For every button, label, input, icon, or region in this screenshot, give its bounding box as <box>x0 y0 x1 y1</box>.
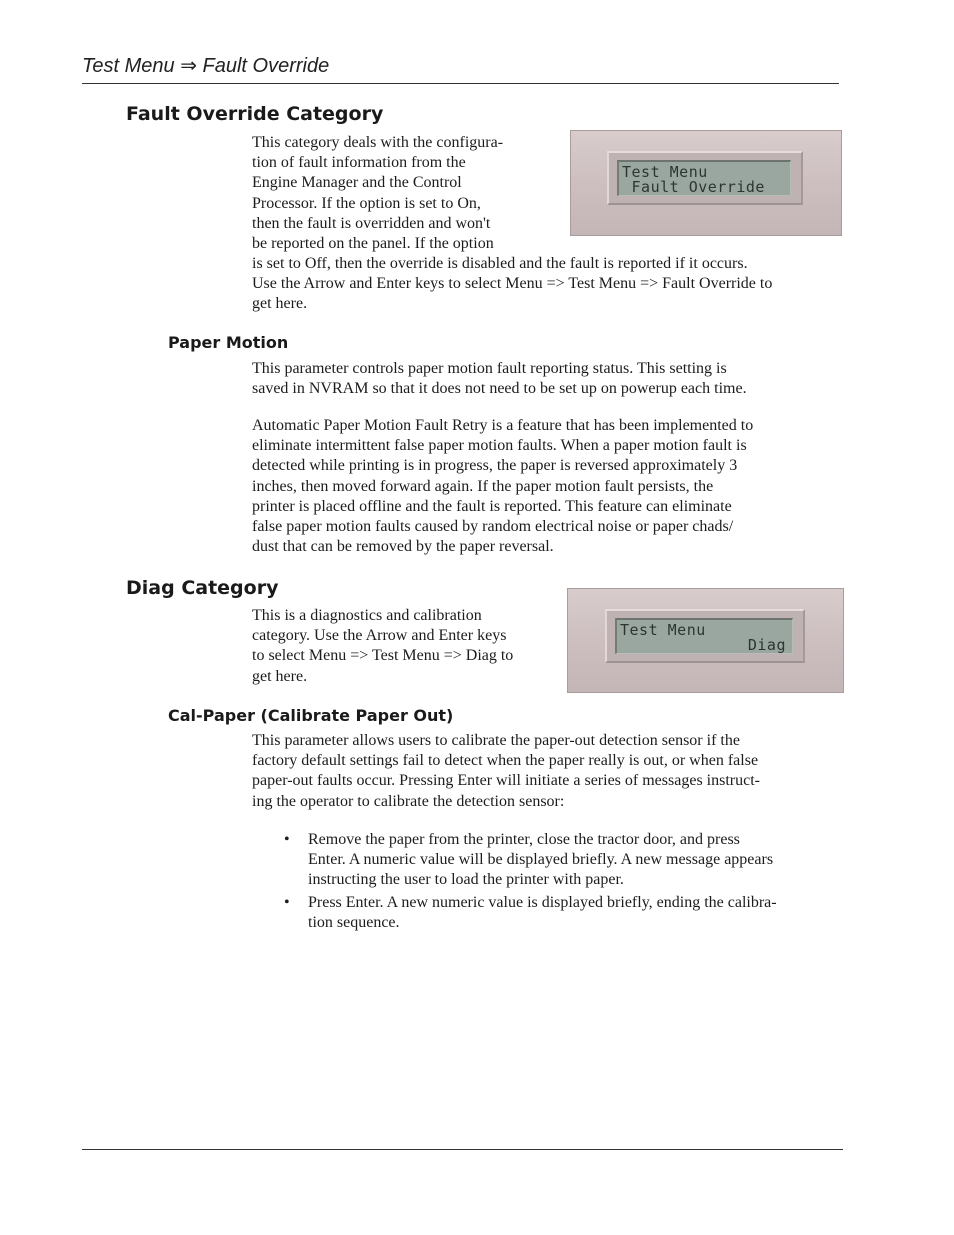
text-line: This is a diagnostics and calibration <box>252 607 482 624</box>
text-line: to select Menu => Test Menu => Diag to <box>252 647 514 665</box>
text-line: tion of fault information from the <box>252 154 466 172</box>
text-line: eliminate intermittent false paper motion faults. When a paper motion fault is <box>252 437 747 455</box>
text-line: Enter. A numeric value will be displayed briefly. A new message appears <box>308 851 774 869</box>
text-line: Processor. If the option is set to On, <box>252 194 481 212</box>
lcd-line-1: Test Menu <box>622 163 708 181</box>
lcd-line-2: Fault Override <box>622 178 765 196</box>
bullet-marker: • <box>284 893 290 911</box>
header-rule <box>82 83 839 84</box>
text-line: saved in NVRAM so that it does not need to be set up on powerup each time. <box>252 380 747 398</box>
text-line: tion sequence. <box>308 913 400 931</box>
paper-motion-para-1 <box>252 359 848 399</box>
text-line: be reported on the panel. If the option <box>252 235 494 253</box>
diag-heading: Diag Category <box>126 577 279 599</box>
text-line: get here. <box>252 295 308 313</box>
lcd-screen <box>617 160 791 196</box>
footer-rule <box>82 1149 843 1150</box>
running-head: Test Menu ⇒ Fault Override <box>82 55 330 77</box>
text-line: Engine Manager and the Control <box>252 174 462 192</box>
text-line: Use the Arrow and Enter keys to select Menu => Test Menu => Fault Override to <box>252 275 773 293</box>
cal-paper-bullets <box>284 830 844 935</box>
cal-paper-heading: Cal-Paper (Calibrate Paper Out) <box>168 706 454 725</box>
text-line: ing the operator to calibrate the detection sensor: <box>252 792 565 810</box>
text-line: dust that can be removed by the paper reversal. <box>252 538 554 556</box>
text-line: instructing the user to load the printer with paper. <box>308 871 624 889</box>
bullet-marker: • <box>284 831 290 848</box>
bullet-list <box>284 830 844 933</box>
text-line: get here. <box>252 667 308 685</box>
lcd-line-2: Diag <box>747 636 786 654</box>
text-line: inches, then moved forward again. If the paper motion fault persists, the <box>252 477 714 495</box>
text-line: detected while printing is in progress, the paper is reversed approximately 3 <box>252 457 738 475</box>
fault-override-intro <box>252 133 562 254</box>
text-line: Remove the paper from the printer, close the tractor door, and press <box>308 831 740 848</box>
lcd-photo-diag <box>567 588 844 693</box>
fault-override-heading: Fault Override Category <box>126 103 384 125</box>
list-item <box>284 830 844 891</box>
cal-paper-para <box>252 731 848 812</box>
text-line: then the fault is overridden and won't <box>252 214 491 232</box>
lcd-photo-fault-override <box>570 130 842 236</box>
text-line: This category deals with the configura- <box>252 134 504 151</box>
paper-motion-para-2 <box>252 416 848 557</box>
text-line: false paper motion faults caused by random electrical noise or paper chads/ <box>252 518 734 536</box>
text-line: This parameter controls paper motion fault reporting status. This setting is <box>252 360 727 377</box>
text-line: This parameter allows users to calibrate the paper-out detection sensor if the <box>252 732 740 749</box>
diag-intro <box>252 606 557 687</box>
fault-override-body <box>252 254 848 315</box>
text-line: Automatic Paper Motion Fault Retry is a feature that has been implemented to <box>252 417 754 434</box>
text-line: printer is placed offline and the fault is reported. This feature can eliminate <box>252 497 732 515</box>
text-line: is set to Off, then the override is disabled and the fault is reported if it occurs. <box>252 255 748 272</box>
list-item <box>284 893 844 933</box>
text-line: factory default settings fail to detect when the paper really is out, or when false <box>252 752 759 770</box>
lcd-line-1: Test Menu <box>620 621 706 639</box>
lcd-screen <box>615 618 793 654</box>
paper-motion-heading: Paper Motion <box>168 333 289 352</box>
text-line: Press Enter. A new numeric value is displayed briefly, ending the calibra- <box>308 893 777 911</box>
lcd-bezel <box>607 151 803 205</box>
text-line: paper-out faults occur. Pressing Enter will initiate a series of messages instruct- <box>252 772 760 790</box>
lcd-bezel <box>605 609 805 663</box>
text-line: category. Use the Arrow and Enter keys <box>252 627 507 645</box>
